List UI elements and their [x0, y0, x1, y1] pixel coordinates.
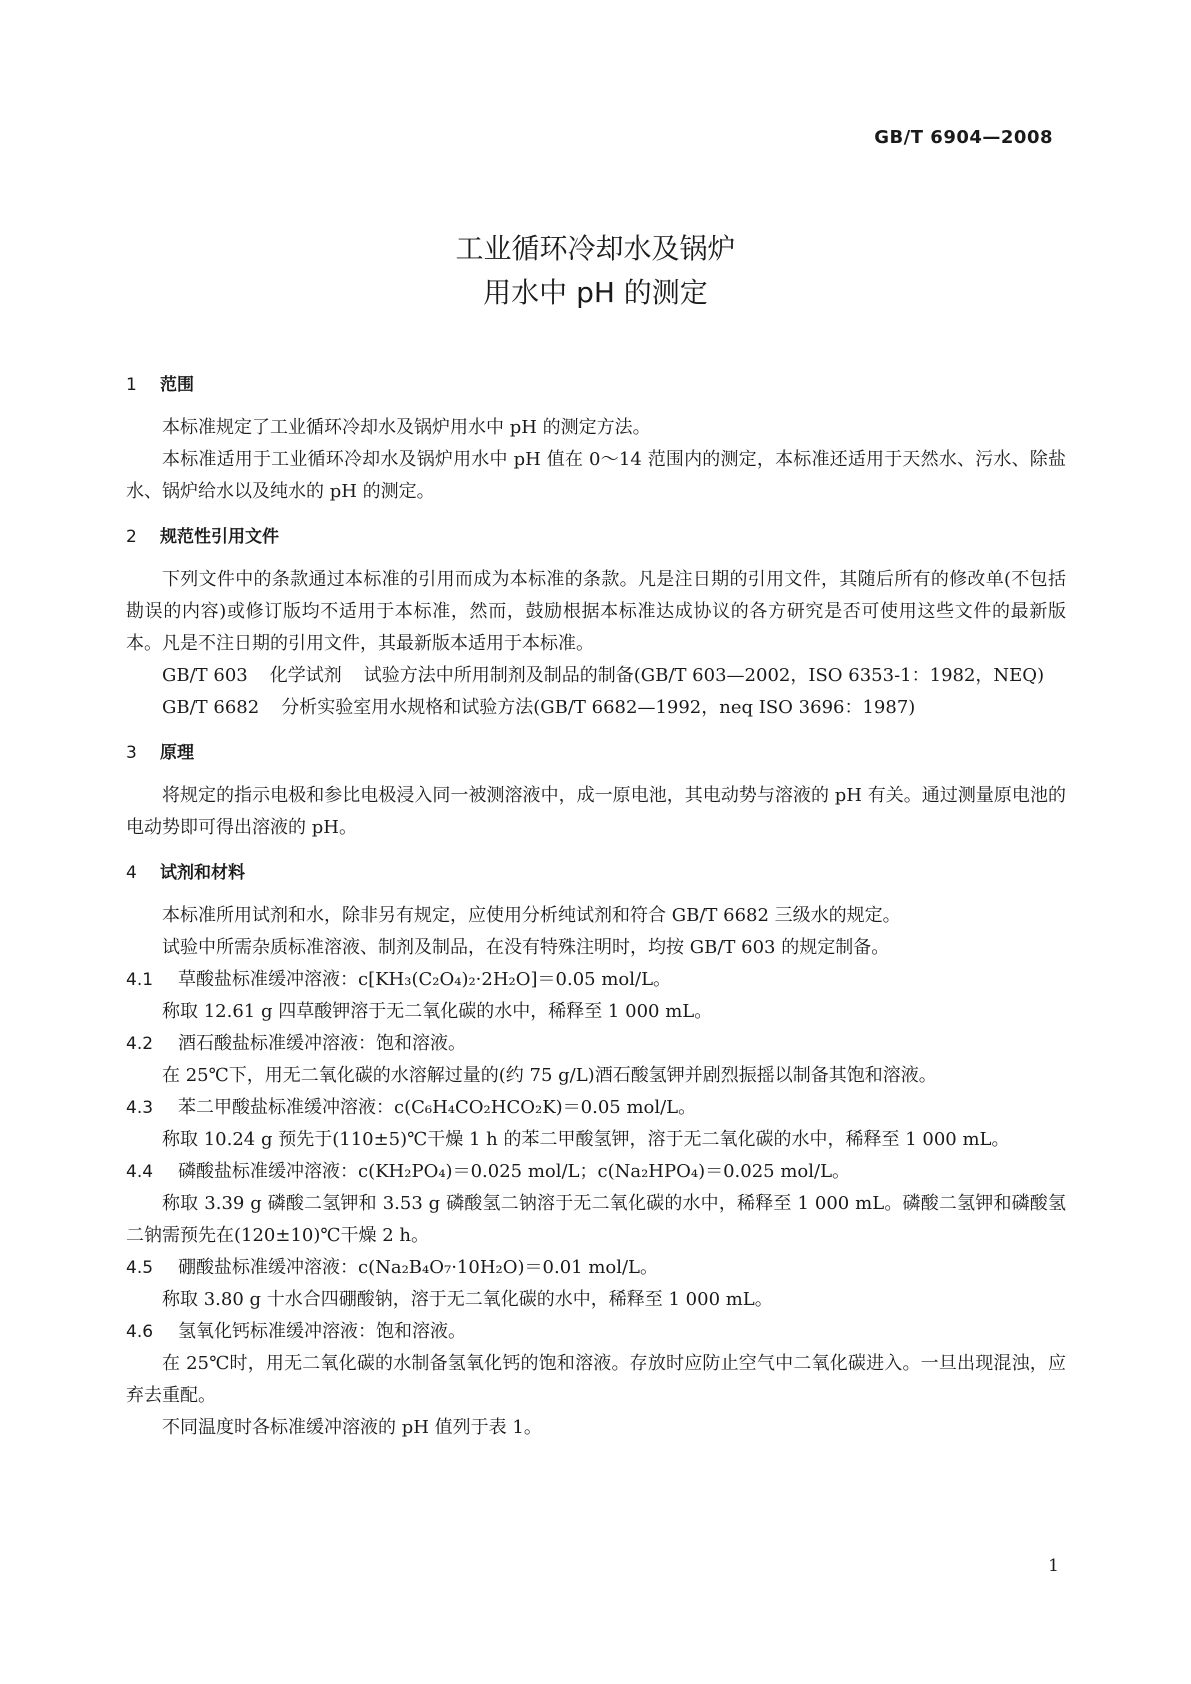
section-heading-principle: [126, 738, 1066, 768]
section-number: 1: [126, 375, 137, 395]
section-number: 4: [126, 863, 137, 883]
paragraph: 称取 3.39 g 磷酸二氢钾和 3.53 g 磷酸氢二钠溶于无二氧化碳的水中，稀释至 1 000 mL。磷酸二氢钾和磷酸氢二钠需预先在(120±10)℃干燥 2 h。: [126, 1193, 1066, 1246]
subclause-number: 4.4: [126, 1162, 154, 1182]
paragraph: 称取 3.80 g 十水合四硼酸钠，溶于无二氧化碳的水中，稀释至 1 000 mL。: [162, 1289, 773, 1310]
subclause-heading: [126, 964, 1066, 996]
standard-number: GB/T 6904—2008: [874, 127, 1053, 148]
subclause-heading: [126, 1156, 1066, 1188]
paragraph: 称取 10.24 g 预先于(110±5)℃干燥 1 h 的苯二甲酸氢钾，溶于无二氧化碳的水中，稀释至 1 000 mL。: [162, 1129, 1010, 1150]
subclause-number: 4.3: [126, 1098, 154, 1118]
subclause-title: 酒石酸盐标准缓冲溶液：饱和溶液。: [178, 1033, 466, 1054]
reference-desc: 试验方法中所用制剂及制品的制备(GB/T 603—2002，ISO 6353-1：1982，NEQ): [363, 665, 1045, 686]
reference-code: GB/T 6682: [162, 697, 260, 718]
section-title: 规范性引用文件: [160, 527, 279, 547]
paragraph: 本标准适用于工业循环冷却水及锅炉用水中 pH 值在 0～14 范围内的测定，本标准还适用于天然水、污水、除盐水、锅炉给水以及纯水的 pH 的测定。: [126, 449, 1066, 502]
reference-desc: 分析实验室用水规格和试验方法(GB/T 6682—1992，neq ISO 3696：1987): [281, 697, 916, 718]
subclause-number: 4.6: [126, 1322, 154, 1342]
subclause-number: 4.2: [126, 1034, 154, 1054]
subclause-heading: [126, 1092, 1066, 1124]
section-title: 原理: [160, 743, 194, 763]
subclause-number: 4.1: [126, 970, 154, 990]
paragraph: 本标准所用试剂和水，除非另有规定，应使用分析纯试剂和符合 GB/T 6682 三级水的规定。: [162, 905, 901, 926]
reference-name: 化学试剂: [269, 665, 342, 686]
subclause-heading: [126, 1028, 1066, 1060]
reference-entry: [126, 692, 1066, 724]
paragraph: 在 25℃下，用无二氧化碳的水溶解过量的(约 75 g/L)酒石酸氢钾并剧烈振摇以制备其饱和溶液。: [162, 1065, 937, 1086]
subclause-heading: [126, 1252, 1066, 1284]
subclause-title: 磷酸盐标准缓冲溶液：c(KH₂PO₄)＝0.025 mol/L；c(Na₂HPO₄)＝0.025 mol/L。: [178, 1161, 851, 1182]
page-number: 1: [1048, 1556, 1059, 1576]
paragraph: 在 25℃时，用无二氧化碳的水制备氢氧化钙的饱和溶液。存放时应防止空气中二氧化碳进入。一旦出现混浊，应弃去重配。: [126, 1353, 1066, 1406]
paragraph: 将规定的指示电极和参比电极浸入同一被测溶液中，成一原电池，其电动势与溶液的 pH 有关。通过测量原电池的电动势即可得出溶液的 pH。: [126, 785, 1066, 838]
paragraph: 本标准规定了工业循环冷却水及锅炉用水中 pH 的测定方法。: [162, 417, 651, 438]
subclause-title: 苯二甲酸盐标准缓冲溶液：c(C₆H₄CO₂HCO₂K)＝0.05 mol/L。: [178, 1097, 697, 1118]
subclause-heading: [126, 1316, 1066, 1348]
document-body: [126, 370, 1066, 1444]
paragraph: 不同温度时各标准缓冲溶液的 pH 值列于表 1。: [162, 1417, 542, 1438]
section-title: 试剂和材料: [160, 863, 245, 883]
paragraph: 下列文件中的条款通过本标准的引用而成为本标准的条款。凡是注日期的引用文件，其随后所有的修改单(不包括勘误的内容)或修订版均不适用于本标准，然而，鼓励根据本标准达成协议的各方研究是否可使用这些文件的最新版本。凡是不注日期的引用文件，其最新版本适用于本标准。: [126, 569, 1066, 654]
reference-code: GB/T 603: [162, 665, 248, 686]
subclause-title: 氢氧化钙标准缓冲溶液：饱和溶液。: [178, 1321, 466, 1342]
document-title-line1: 工业循环冷却水及锅炉: [455, 232, 736, 265]
paragraph: 称取 12.61 g 四草酸钾溶于无二氧化碳的水中，稀释至 1 000 mL。: [162, 1001, 713, 1022]
document-title-line2: 用水中 pH 的测定: [483, 276, 708, 309]
subclause-title: 草酸盐标准缓冲溶液：c[KH₃(C₂O₄)₂·2H₂O]＝0.05 mol/L。: [178, 969, 672, 990]
subclause-title: 硼酸盐标准缓冲溶液：c(Na₂B₄O₇·10H₂O)＝0.01 mol/L。: [178, 1257, 659, 1278]
paragraph: 试验中所需杂质标准溶液、制剂及制品，在没有特殊注明时，均按 GB/T 603 的规定制备。: [162, 937, 890, 958]
section-number: 3: [126, 743, 137, 763]
section-number: 2: [126, 527, 137, 547]
section-heading-reagents: [126, 858, 1066, 888]
section-heading-normative-references: [126, 522, 1066, 552]
reference-entry: [126, 660, 1066, 692]
section-title: 范围: [160, 375, 194, 395]
section-heading-scope: [126, 370, 1066, 400]
subclause-number: 4.5: [126, 1258, 154, 1278]
